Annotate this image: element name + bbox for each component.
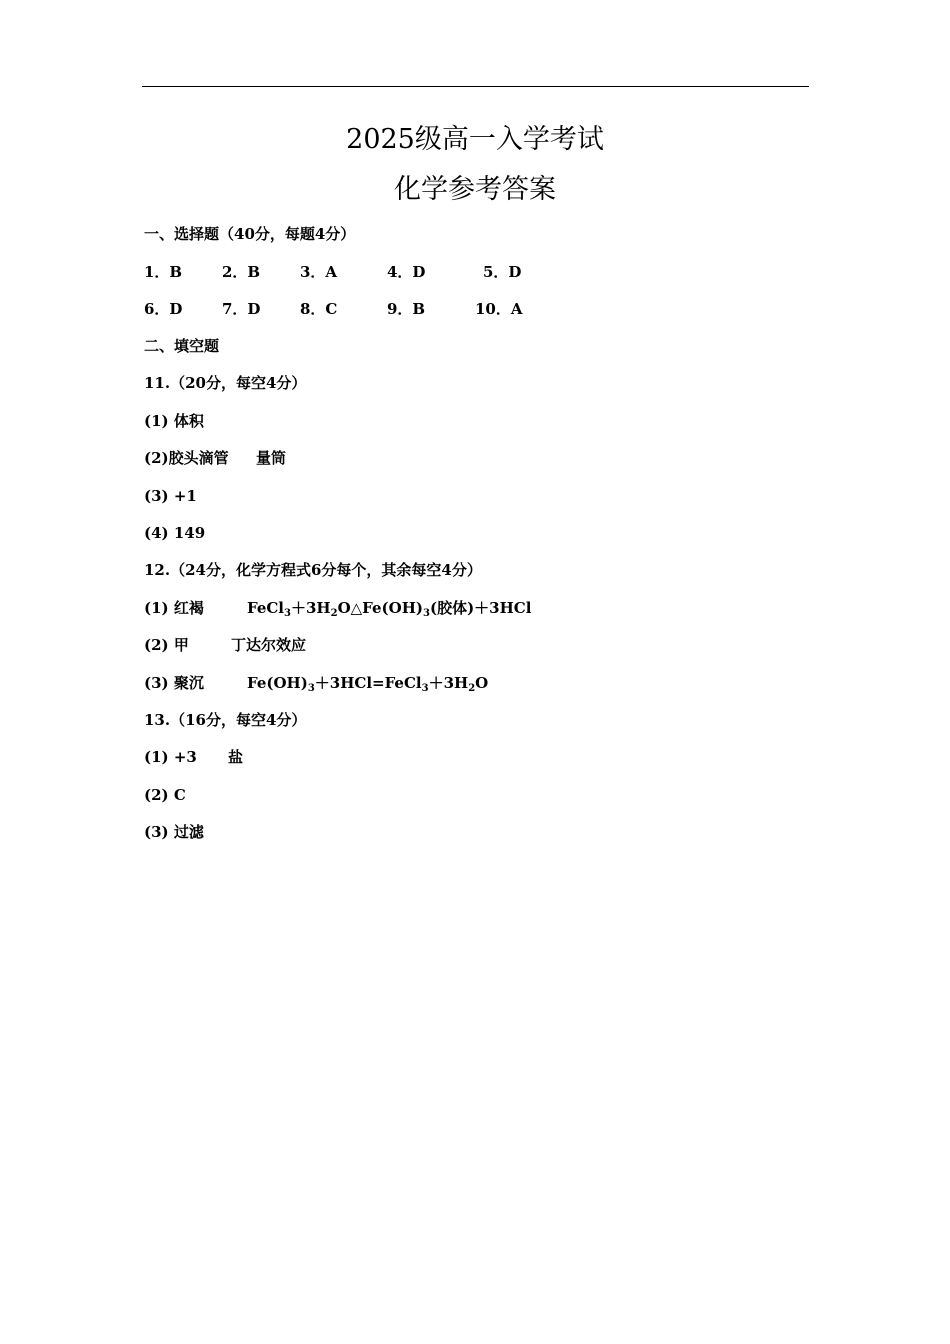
q12-answer-2-label: (2) 甲: [144, 636, 189, 654]
answer-6: 6．D: [144, 300, 183, 318]
section-2-heading: 二、填空题: [144, 337, 220, 355]
header-rule: [142, 86, 809, 87]
exam-title: 2025级高一入学考试: [346, 124, 604, 155]
q13-answer-1-label: (1) +3: [144, 748, 197, 766]
answer-5: 5．D: [483, 263, 522, 281]
answer-9: 9．B: [387, 300, 426, 318]
q11-answer-3: (3) +1: [144, 487, 197, 505]
q11-answer-2-value: 量筒: [256, 449, 287, 467]
q13-answer-1-value: 盐: [228, 748, 244, 766]
answer-8: 8．C: [300, 300, 338, 318]
answer-3: 3．A: [300, 263, 338, 281]
q13-answer-3: (3) 过滤: [144, 823, 204, 841]
q13-heading: 13.（16分，每空4分）: [144, 711, 307, 729]
q11-heading: 11.（20分，每空4分）: [144, 374, 307, 392]
q12-answer-2-value: 丁达尔效应: [231, 636, 307, 654]
equation-2: $Fe(OH)_3+3HCl=FeCl_3+3H_2O$: [247, 674, 489, 694]
section-1-heading: 一、选择题（40分，每题4分）: [144, 225, 356, 243]
answer-7: 7．D: [222, 300, 261, 318]
answer-key-title: 化学参考答案: [394, 174, 556, 205]
q11-answer-2-label: (2)胶头滴管: [144, 449, 229, 467]
q12-answer-3-label: (3) 聚沉: [144, 674, 204, 692]
q12-answer-1-label: (1) 红褐: [144, 599, 204, 617]
answer-2: 2．B: [222, 263, 261, 281]
q13-answer-2: (2) C: [144, 786, 186, 804]
answer-1: 1．B: [144, 263, 183, 281]
q11-answer-4: (4) 149: [144, 524, 206, 542]
equation-1: $FeCl_3+3H_2O\triangle Fe(OH)_3$(胶体)＋3HCl: [247, 599, 532, 619]
answer-10: 10．A: [475, 300, 523, 318]
answer-4: 4．D: [387, 263, 426, 281]
q11-answer-1: (1) 体积: [144, 412, 204, 430]
q12-heading: 12.（24分，化学方程式6分每个，其余每空4分）: [144, 561, 482, 579]
